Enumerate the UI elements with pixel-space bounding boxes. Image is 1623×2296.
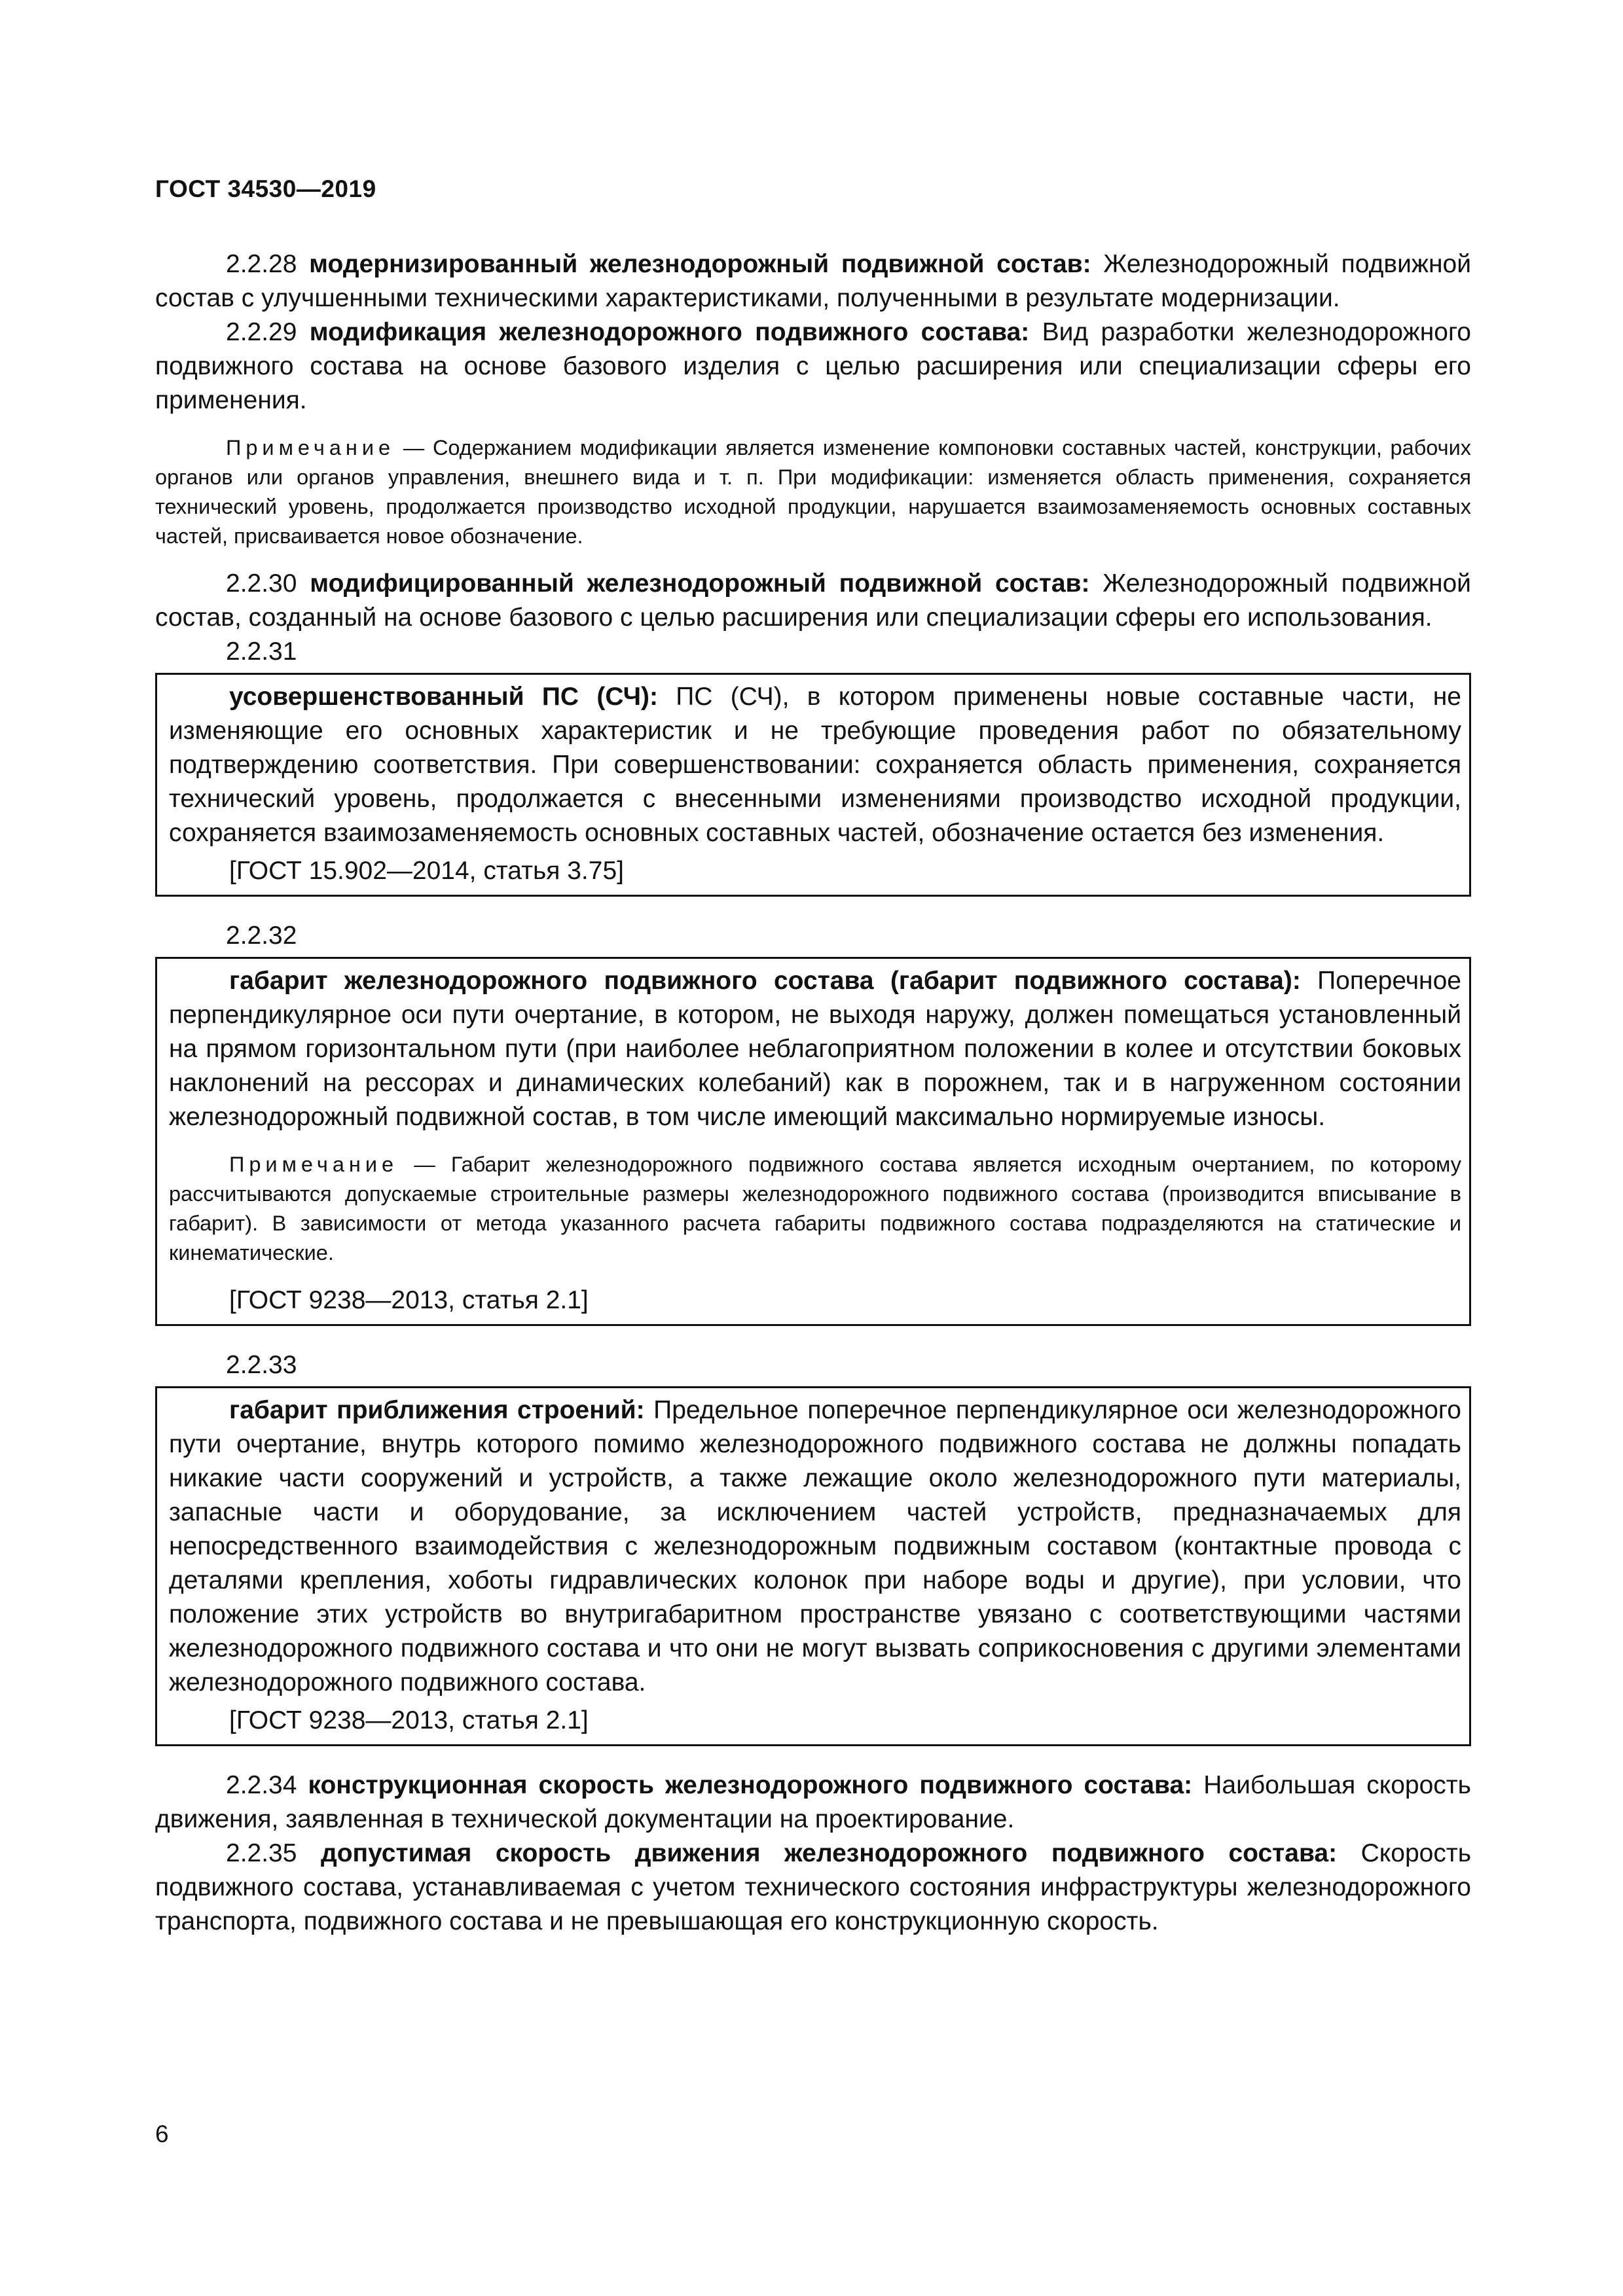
clause-number-2-2-32: 2.2.32 [226, 922, 297, 950]
term-title: габарит приближения строений: [229, 1396, 645, 1424]
document-header: ГОСТ 34530—2019 [155, 175, 376, 202]
clause-2-2-34 [155, 1768, 1471, 1837]
term-title: модернизированный железнодорожный подвижной состав: [309, 250, 1091, 278]
term-definition: Железнодорожный подвижной состав, созданный на основе базового с целью расширения или специализации сферы его использования. [155, 569, 1471, 632]
boxed-definition [169, 964, 1461, 1134]
term-title: конструкционная скорость железнодорожного подвижного состава: [308, 1771, 1193, 1799]
term-title: модификация железнодорожного подвижного состава: [309, 318, 1030, 346]
term-definition: Железнодорожный подвижной состав с улучшенными техническими характеристиками, полученными в результате модернизации. [155, 250, 1471, 312]
note-label: Примечание [226, 436, 395, 459]
boxed-term-2-2-31 [155, 673, 1471, 897]
boxed-term-2-2-33 [155, 1386, 1471, 1746]
clause-number-2-2-33: 2.2.33 [226, 1351, 297, 1379]
boxed-term-2-2-32 [155, 957, 1471, 1326]
clause-2-2-28 [155, 247, 1471, 315]
note-text: — Содержанием модификации является изменение компоновки составных частей, конструкции, рабочих органов или органов управления, внешнего вида и т. п. При модификации: изменяется область применения, сохраняется технический уровень, продолжается производство исходной продукции, нарушается взаимозаменяемость основных составных частей, присваивается новое обозначение. [155, 436, 1472, 548]
term-title: модифицированный железнодорожный подвижной состав: [310, 569, 1090, 598]
clause-number: 2.2.28 [226, 250, 297, 278]
clause-number: 2.2.30 [226, 569, 297, 598]
term-title: усовершенствованный ПС (СЧ): [229, 683, 658, 711]
term-definition: ПС (СЧ), в котором применены новые составные части, не изменяющие его основных характеристик и не требующие проведения работ по обязательному подтверждению соответствия. При совершенствовании: сохраняется область применения, сохраняется технический уровень, продолжается с внесенными изменениями производство исходной продукции, сохраняется взаимозаменяемость основных составных частей, обозначение остается без изменения. [169, 683, 1461, 847]
term-definition: Скорость подвижного состава, устанавливаемая с учетом технического состояния инфраструктуры железнодорожного транспорта, подвижного состава и не превышающая его конструкционную скорость. [155, 1839, 1472, 1935]
term-title: допустимая скорость движения железнодорожного подвижного состава: [320, 1839, 1338, 1867]
clause-2-2-35 [155, 1837, 1471, 1939]
document-body [155, 247, 1471, 1939]
boxed-definition [169, 1393, 1461, 1700]
clause-number-2-2-31: 2.2.31 [226, 637, 297, 666]
clause-2-2-30 [155, 567, 1471, 635]
clause-number: 2.2.29 [226, 318, 297, 346]
source-reference: [ГОСТ 15.902—2014, статья 3.75] [229, 857, 624, 885]
term-title: габарит железнодорожного подвижного состава (габарит подвижного состава): [229, 967, 1301, 995]
term-definition: Предельное поперечное перпендикулярное оси железнодорожного пути очертание, внутрь которого помимо железнодорожного подвижного состава не должны попадать никакие части сооружений и устройств, а также лежащие около железнодорожного пути материалы, запасные части и оборудование, за исключением частей устройств, предназначаемых для непосредственного взаимодействия с железнодорожным подвижным составом (контактные провода с деталями крепления, хоботы гидравлических колонок при наборе воды и другие), при условии, что положение этих устройств во внутригабаритном пространстве увязано с соответствующими частями железнодорожного подвижного состава и что они не могут вызвать соприкосновения с другими элементами железнодорожного подвижного состава. [169, 1396, 1461, 1696]
note-text: — Габарит железнодорожного подвижного состава является исходным очертанием, по которому рассчитываются допускаемые строительные размеры железнодорожного подвижного состава (производится вписывание в габарит). В зависимости от метода указанного расчета габариты подвижного состава подразделяются на статические и кинематические. [169, 1153, 1461, 1265]
term-definition: Наибольшая скорость движения, заявленная в технической документации на проектирование. [155, 1771, 1471, 1833]
clause-number: 2.2.35 [226, 1839, 297, 1867]
term-definition: Вид разработки железнодорожного подвижного состава на основе базового изделия с целью расширения или специализации сферы его применения. [155, 318, 1471, 414]
source-reference: [ГОСТ 9238—2013, статья 2.1] [229, 1706, 589, 1734]
note-2-2-32 [169, 1150, 1461, 1268]
clause-number: 2.2.34 [226, 1771, 297, 1799]
note-label: Примечание [229, 1153, 399, 1176]
note-2-2-29 [155, 433, 1471, 551]
source-reference: [ГОСТ 9238—2013, статья 2.1] [229, 1286, 589, 1314]
term-definition: Поперечное перпендикулярное оси пути очертание, в котором, не выходя наружу, должен помещаться установленный на прямом горизонтальном пути (при наиболее неблагоприятном положении в колее и отсутствии боковых наклонений на рессорах и динамических колебаний) как в порожнем, так и в нагруженном состоянии железнодорожный подвижной состав, в том числе имеющий максимально нормируемые износы. [169, 967, 1461, 1131]
page-number: 6 [155, 2121, 169, 2147]
boxed-definition [169, 680, 1461, 850]
clause-2-2-29 [155, 315, 1471, 418]
